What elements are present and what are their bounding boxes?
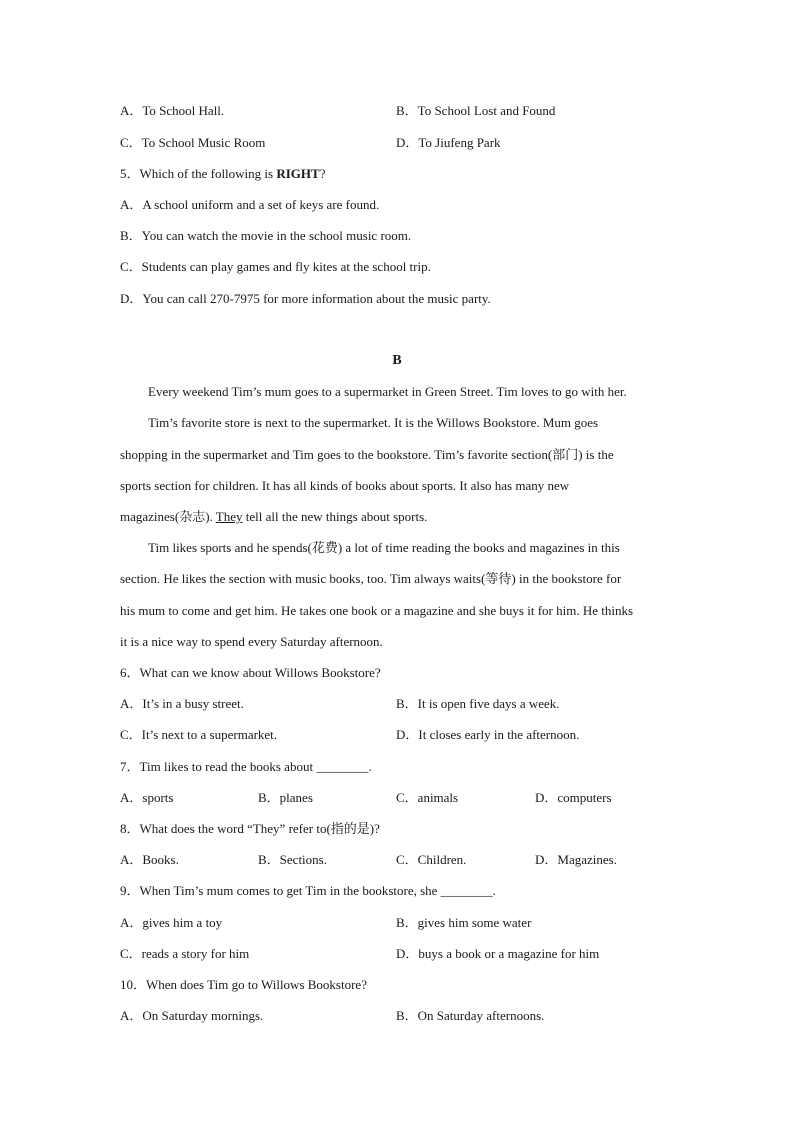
passage-line-3: shopping in the supermarket and Tim goes to the bookstore. Tim’s favorite section(部门) is the bbox=[120, 447, 614, 462]
q5-stem-bold: RIGHT bbox=[276, 166, 320, 181]
q10-option-a: A．On Saturday mornings. bbox=[120, 1008, 264, 1023]
q5-stem-pre: 5．Which of the following is bbox=[120, 166, 277, 181]
q9-option-a: A．gives him a toy bbox=[120, 915, 223, 930]
q4-option-a: A．To School Hall. bbox=[120, 103, 225, 118]
passage-line-8: his mum to come and get him. He takes one book or a magazine and she buys it for him. He thinks bbox=[120, 603, 634, 618]
q6-option-a: A．It’s in a busy street. bbox=[120, 696, 244, 711]
passage-line-6: Tim likes sports and he spends(花费) a lot of time reading the books and magazines in this bbox=[148, 540, 620, 555]
q5-stem-post: ? bbox=[319, 166, 326, 181]
q6-option-b: B．It is open five days a week. bbox=[396, 696, 560, 711]
q7-stem: 7．Tim likes to read the books about ________. bbox=[120, 759, 372, 774]
q7-option-d: D．computers bbox=[535, 790, 612, 805]
q5-stem bbox=[120, 166, 325, 182]
q9-option-d: D．buys a book or a magazine for him bbox=[396, 946, 600, 961]
q7-option-c: C．animals bbox=[396, 790, 459, 805]
q4-option-b: B．To School Lost and Found bbox=[396, 103, 556, 118]
q10-stem: 10．When does Tim go to Willows Bookstore? bbox=[120, 977, 367, 992]
q5-option-c: C．Students can play games and fly kites at the school trip. bbox=[120, 259, 431, 274]
q8-option-a: A．Books. bbox=[120, 852, 179, 867]
q7-option-a: A．sports bbox=[120, 790, 174, 805]
q9-option-c: C．reads a story for him bbox=[120, 946, 250, 961]
q8-option-b: B．Sections. bbox=[258, 852, 327, 867]
q5-option-b: B．You can watch the movie in the school music room. bbox=[120, 228, 412, 243]
passage-line-1: Every weekend Tim’s mum goes to a supermarket in Green Street. Tim loves to go with her. bbox=[148, 384, 627, 399]
q7-option-b: B．planes bbox=[258, 790, 313, 805]
q4-option-d: D．To Jiufeng Park bbox=[396, 135, 501, 150]
passage-line-7: section. He likes the section with music books, too. Tim always waits(等待) in the bookstore for bbox=[120, 571, 622, 586]
q6-option-d: D．It closes early in the afternoon. bbox=[396, 727, 580, 742]
q5-option-a: A．A school uniform and a set of keys are found. bbox=[120, 197, 380, 212]
underlined-they: They bbox=[215, 509, 243, 524]
q10-option-b: B．On Saturday afternoons. bbox=[396, 1008, 545, 1023]
q8-option-c: C．Children. bbox=[396, 852, 467, 867]
q9-option-b: B．gives him some water bbox=[396, 915, 532, 930]
q8-stem: 8．What does the word “They” refer to(指的是)? bbox=[120, 821, 380, 836]
passage-line-9: it is a nice way to spend every Saturday afternoon. bbox=[120, 634, 383, 649]
q5-option-d: D．You can call 270-7975 for more information about the music party. bbox=[120, 291, 491, 306]
q6-option-c: C．It’s next to a supermarket. bbox=[120, 727, 278, 742]
passage-line-5-pre: magazines(杂志). bbox=[120, 509, 216, 524]
passage-line-5 bbox=[120, 509, 427, 525]
passage-line-4: sports section for children. It has all kinds of books about sports. It also has many new bbox=[120, 478, 570, 493]
passage-line-5-post: tell all the new things about sports. bbox=[242, 509, 428, 524]
q6-stem: 6．What can we know about Willows Bookstore? bbox=[120, 665, 381, 680]
q8-option-d: D．Magazines. bbox=[535, 852, 617, 867]
passage-line-2: Tim’s favorite store is next to the supermarket. It is the Willows Bookstore. Mum goes bbox=[148, 415, 599, 430]
q4-option-c: C．To School Music Room bbox=[120, 135, 266, 150]
passage-b-heading: B bbox=[392, 353, 402, 368]
q9-stem: 9．When Tim’s mum comes to get Tim in the bookstore, she ________. bbox=[120, 883, 496, 898]
